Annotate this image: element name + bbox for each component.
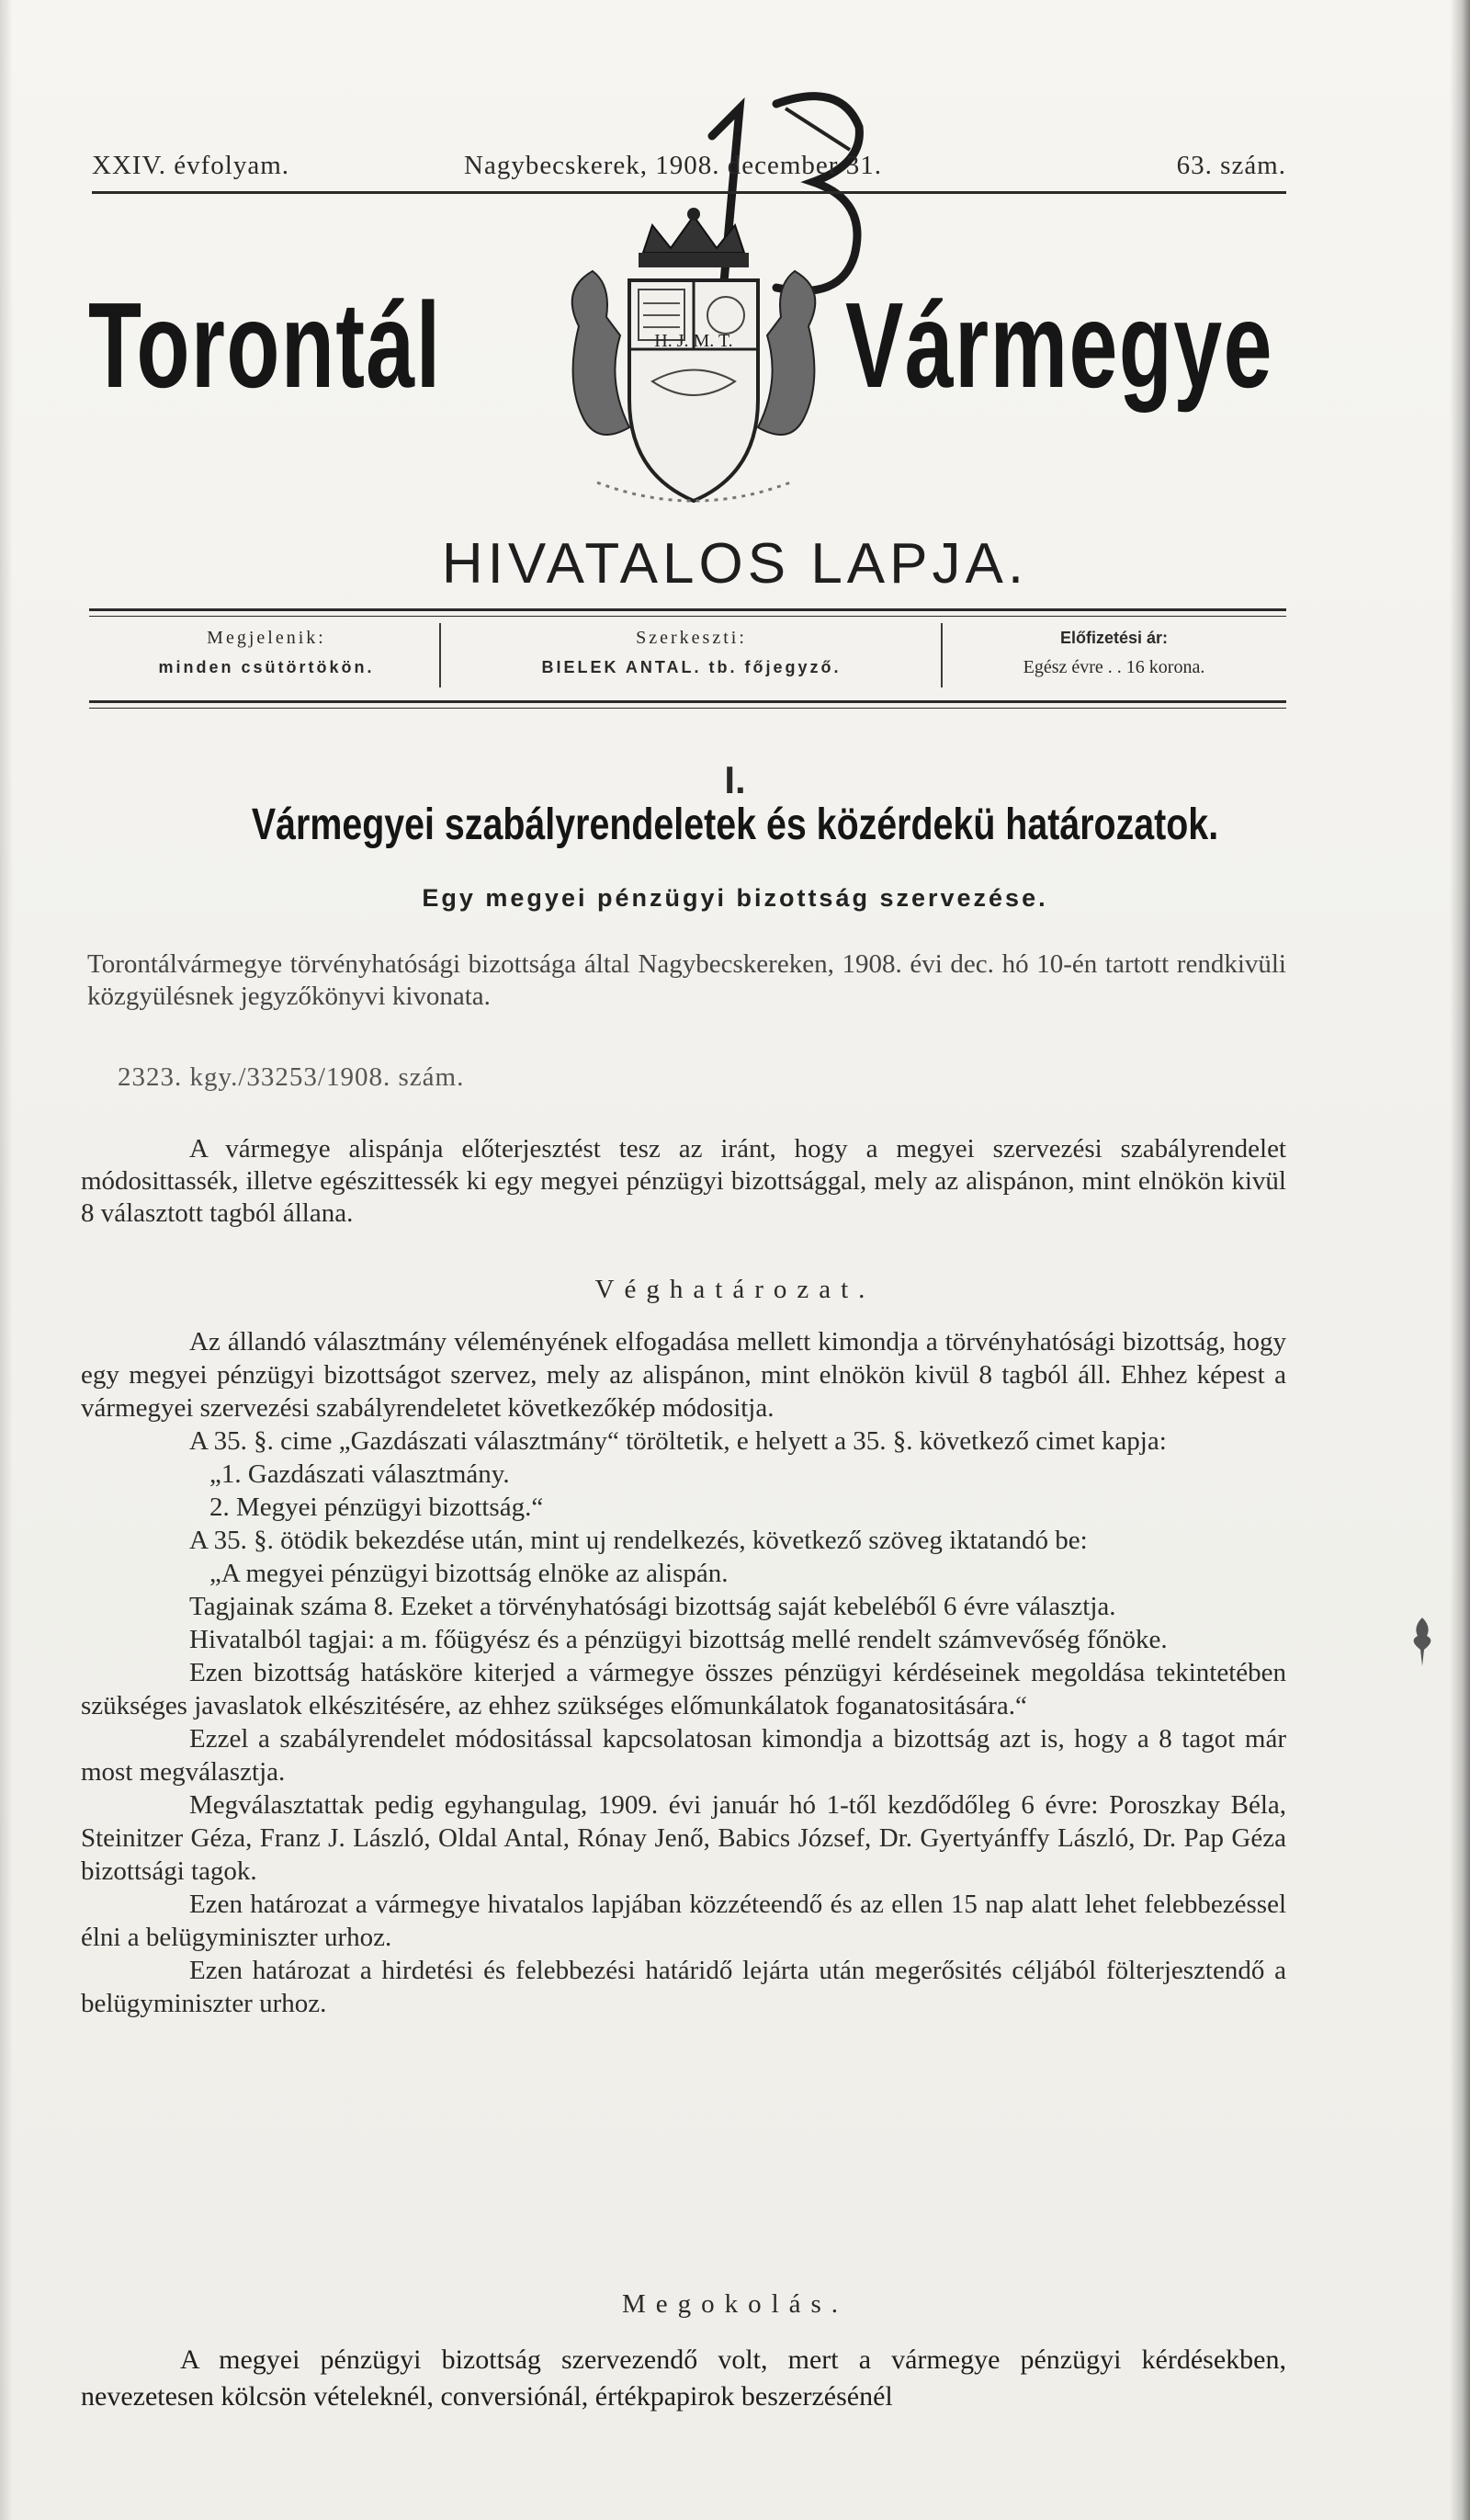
decision-paragraph: Ezen határozat a vármegye hivatalos lapjában közzéteendő és az ellen 15 nap alatt lehet felebbezéssel élni a belügyminiszter urhoz. bbox=[81, 1890, 1286, 1952]
decision-paragraph: „1. Gazdászati választmány. bbox=[209, 1459, 510, 1489]
top-rule bbox=[92, 191, 1286, 194]
price-label: Előfizetési ár: bbox=[1059, 629, 1169, 647]
decision-heading: Véghatározat. bbox=[594, 1275, 876, 1304]
info-editor bbox=[441, 623, 942, 682]
coat-of-arms-icon bbox=[542, 198, 845, 528]
reference-number: 2323. kgy./33253/1908. szám. bbox=[118, 1062, 465, 1092]
article-paragraph: A vármegye alispánja előterjesztést tesz az iránt, hogy a megyei szervezési szabályrendelet módosittassék, illetve egészittessék ki egy megyei pénzügyi bizottsággal, mely az alispánon, mint elnökön kivül 8 választott tagból állana. bbox=[81, 1134, 1286, 1228]
volume-label: XXIV. évfolyam. bbox=[92, 151, 290, 180]
price-value: Egész évre . . 16 korona. bbox=[1023, 657, 1205, 677]
decision-paragraph: 2. Megyei pénzügyi bizottság.“ bbox=[209, 1493, 544, 1522]
page-shadow-right bbox=[1450, 0, 1470, 2520]
info-appears bbox=[92, 623, 441, 682]
info-bottom-rule-thin bbox=[89, 708, 1286, 709]
appears-label: Megjelenik: bbox=[207, 628, 326, 648]
reasoning-heading: Megokolás. bbox=[621, 2289, 849, 2319]
decision-paragraph: A 35. §. ötödik bekezdése után, mint uj rendelkezés, következő szöveg iktatandó be: bbox=[189, 1526, 1088, 1555]
decision-paragraph: Megválasztattak pedig egyhangulag, 1909. évi január hó 1-től kezdődőleg 6 évre: Poroszkay Béla, Steinitzer Géza, Franz J. László, Oldal Antal, Rónay Jenő, Babics József, Dr. Gyertyánffy László, Dr. Pap Géza bizottsági tagok. bbox=[81, 1790, 1286, 1886]
decision-paragraph: A 35. §. cime „Gazdászati választmány“ töröltetik, e helyett a 35. §. következő cimet kapja: bbox=[189, 1426, 1167, 1456]
decision-paragraph: Ezzel a szabályrendelet módositással kapcsolatosan kimondja a bizottság azt is, hogy a 8 tagot már most megválasztja. bbox=[81, 1724, 1286, 1787]
masthead-left: Torontál bbox=[88, 278, 442, 413]
section-title: Vármegyei szabályrendeletek és közérdekü határozatok. bbox=[251, 800, 1219, 849]
reasoning-paragraph: A megyei pénzügyi bizottság szervezendő volt, mert a vármegye pénzügyi kérdésekben, nevezetesen kölcsön vételeknél, conversiónál, értékpapirok beszerzésénél bbox=[81, 2344, 1286, 2412]
editor-value: BIELEK ANTAL. tb. főjegyző. bbox=[541, 658, 842, 676]
section-number: I. bbox=[724, 758, 746, 801]
appears-value: minden csütörtökön. bbox=[158, 658, 375, 676]
info-top-rule bbox=[89, 608, 1286, 611]
article-intro: Torontálvármegye törvényhatósági bizottsága által Nagybecskereken, 1908. évi dec. hó 10-én tartott rendkivüli közgyülésnek jegyzőkönyvi kivonata. bbox=[87, 949, 1286, 1011]
issue-line bbox=[92, 147, 1286, 193]
decision-paragraph: Tagjainak száma 8. Ezeket a törvényhatósági bizottság saját kebeléből 6 évre választja. bbox=[189, 1592, 1116, 1621]
decision-paragraph: Hivatalból tagjai: a m. főügyész és a pénzügyi bizottság mellé rendelt számvevőség főnöke. bbox=[189, 1625, 1168, 1654]
masthead-right: Vármegye bbox=[845, 278, 1273, 413]
decision-paragraph: Ezen határozat a hirdetési és felebbezési határidő lejárta után megerősités céljából fölterjesztendő a belügyminiszter urhoz. bbox=[81, 1956, 1286, 2018]
ink-blot-icon bbox=[1404, 1613, 1441, 1668]
place-date: Nagybecskerek, 1908. december 31. bbox=[464, 151, 882, 180]
info-bottom-rule bbox=[89, 700, 1286, 703]
article-title: Egy megyei pénzügyi bizottság szervezése. bbox=[422, 884, 1048, 912]
info-price bbox=[942, 623, 1286, 682]
editor-label: Szerkeszti: bbox=[636, 628, 747, 648]
masthead-subtitle: HIVATALOS LAPJA. bbox=[441, 532, 1029, 596]
page-shadow-left bbox=[0, 0, 13, 2520]
decision-body bbox=[81, 1325, 1286, 2020]
decision-paragraph: Ezen bizottság hatásköre kiterjed a vármegye összes pénzügyi kérdéseinek megoldása tekintetében szükséges javaslatok elkészitésére, az ehhez szükséges előmunkálatok foganatositására.“ bbox=[81, 1658, 1286, 1720]
info-top-rule-thin bbox=[89, 616, 1286, 617]
crest-label: H. J. M. T. bbox=[654, 331, 733, 351]
decision-paragraph: „A megyei pénzügyi bizottság elnöke az alispán. bbox=[209, 1559, 729, 1588]
issue-number: 63. szám. bbox=[1176, 151, 1286, 180]
decision-paragraph: Az állandó választmány véleményének elfogadása mellett kimondja a törvényhatósági bizottság, hogy egy megyei pénzügyi bizottságot szervez, mely az alispánon, mint elnökön kivül 8 tagból áll. Ehhez képest a vármegyei szervezési szabályrendeletet következőkép módositja. bbox=[81, 1327, 1286, 1423]
